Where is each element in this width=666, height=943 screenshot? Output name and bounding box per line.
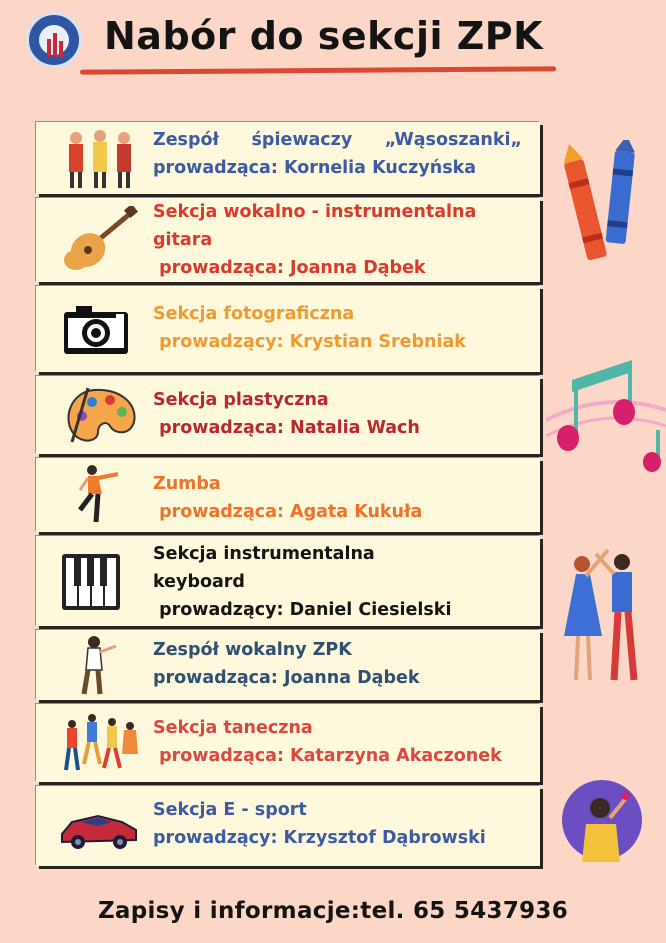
section-name: Sekcja fotograficzna bbox=[153, 304, 355, 324]
section-name: Sekcja instrumentalna bbox=[153, 544, 375, 564]
section-leader: prowadząca: Natalia Wach bbox=[153, 418, 420, 438]
race-car-icon bbox=[58, 796, 142, 862]
section-card-photo bbox=[36, 286, 540, 372]
section-leader: prowadzący: Krzysztof Dąbrowski bbox=[153, 828, 486, 848]
section-name-2: keyboard bbox=[153, 572, 245, 592]
section-leader: prowadząca: Kornelia Kuczyńska bbox=[153, 158, 477, 178]
camera-icon bbox=[58, 298, 142, 364]
music-notes-icon bbox=[546, 350, 666, 480]
section-card-singers bbox=[36, 122, 540, 194]
dancing-couple-icon bbox=[556, 540, 656, 690]
page-title: Nabór do sekcji ZPK bbox=[104, 14, 544, 58]
section-card-keyboard bbox=[36, 536, 540, 626]
section-name: Sekcja wokalno - instrumentalna bbox=[153, 202, 477, 222]
singers-icon bbox=[58, 126, 142, 192]
section-name: Sekcja E - sport bbox=[153, 800, 307, 820]
palette-icon bbox=[58, 382, 142, 448]
piano-keys-icon bbox=[58, 548, 142, 614]
section-card-esport bbox=[36, 786, 540, 866]
section-leader: prowadząca: Katarzyna Akaczonek bbox=[153, 746, 502, 766]
section-name-part: śpiewaczy bbox=[251, 130, 353, 150]
section-card-guitar bbox=[36, 198, 540, 282]
section-card-dance bbox=[36, 704, 540, 782]
dancing-group-icon bbox=[58, 710, 142, 776]
crayons-icon bbox=[556, 140, 646, 280]
singer-with-microphone-icon bbox=[560, 778, 644, 862]
singer-woman-icon bbox=[58, 632, 142, 698]
section-name-part: Zespół bbox=[153, 130, 220, 150]
section-card-art bbox=[36, 376, 540, 454]
footer-contact: Zapisy i informacje:tel. 65 5437936 bbox=[97, 898, 569, 924]
guitar-icon bbox=[58, 206, 142, 272]
section-card-zumba bbox=[36, 458, 540, 532]
section-leader: prowadząca: Joanna Dąbek bbox=[153, 258, 426, 278]
section-name: Zumba bbox=[153, 474, 221, 494]
section-name: Sekcja plastyczna bbox=[153, 390, 329, 410]
section-name: Zespół wokalny ZPK bbox=[153, 640, 352, 660]
section-leader: prowadząca: Agata Kukuła bbox=[153, 502, 423, 522]
section-card-vocal bbox=[36, 630, 540, 700]
section-leader: prowadząca: Joanna Dąbek bbox=[153, 668, 420, 688]
section-leader: prowadzący: Daniel Ciesielski bbox=[153, 600, 452, 620]
section-leader: prowadzący: Krystian Srebniak bbox=[153, 332, 466, 352]
section-name: Sekcja taneczna bbox=[153, 718, 313, 738]
zpk-logo-icon bbox=[26, 12, 82, 68]
title-underline bbox=[80, 66, 556, 74]
dancer-icon bbox=[58, 462, 142, 528]
section-name-part: „Wąsoszanki„ bbox=[384, 130, 522, 150]
section-name-2: gitara bbox=[153, 230, 213, 250]
